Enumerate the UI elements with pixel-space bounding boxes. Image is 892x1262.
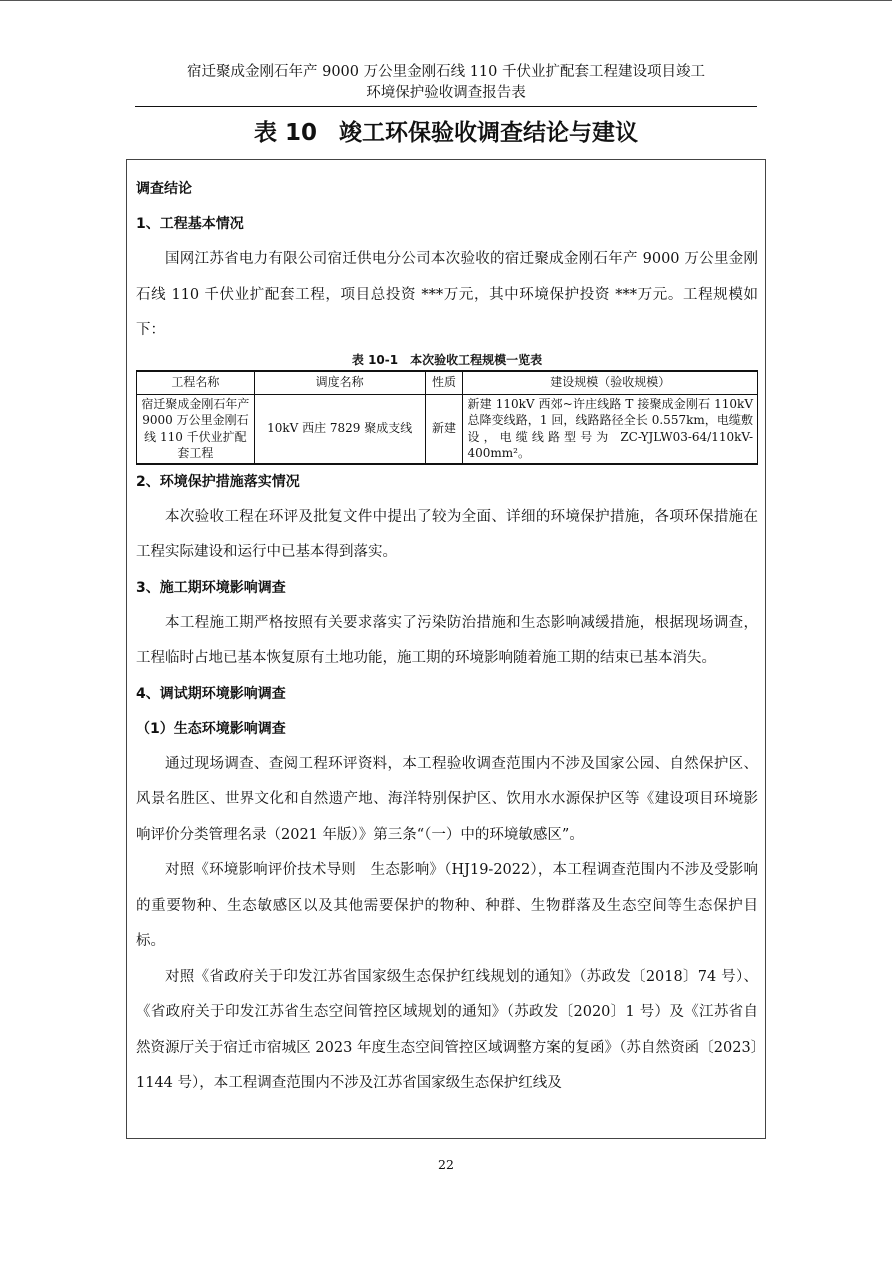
section-4-sub-heading: （1）生态环境影响调查 (136, 720, 286, 737)
section-2-paragraph: 本次验收工程在环评及批复文件中提出了较为全面、详细的环境保护措施，各项环保措施在工程实际建设和运行中已基本得到落实。 (136, 508, 758, 560)
table-cell-scale: 新建 110kV 西郊~许庄线路 T 接聚成金刚石 110kV 总降变线路，1 回，线路路径全长 0.557km，电缆敷设，电缆线路型号为 ZC-YJLW03-64/110kV- 400mm²。 (463, 394, 758, 464)
section-3-heading: 3、施工期环境影响调查 (136, 579, 286, 596)
section-1-heading: 1、工程基本情况 (136, 216, 244, 232)
title-text: 竣工环保验收调查结论与建议 (339, 120, 638, 146)
table-header-cell: 性质 (425, 371, 463, 395)
content-body (136, 172, 758, 1102)
table-cell-project-name: 宿迁聚成金刚石年产 9000 万公里金刚石线 110 千伏业扩配套工程 (137, 394, 255, 464)
page-number: 22 (438, 1157, 454, 1172)
section-4-heading: 4、调试期环境影响调查 (136, 685, 286, 702)
section-1-paragraph: 国网江苏省电力有限公司宿迁供电分公司本次验收的宿迁聚成金刚石年产 9000 万公里金刚石线 110 千伏业扩配套工程，项目总投资 ***万元，其中环境保护投资 ***万元。工程规模如下： (136, 251, 758, 338)
header-line-1: 宿迁聚成金刚石年产 9000 万公里金刚石线 110 千伏业扩配套工程建设项目竣工 (186, 64, 705, 80)
table-caption: 表 10-1 本次验收工程规模一览表 (351, 352, 543, 367)
header-line-2: 环境保护验收调查报告表 (366, 85, 526, 101)
table-header-row (137, 371, 758, 395)
document-header (135, 62, 757, 104)
section-4-paragraph-3: 对照《省政府关于印发江苏省国家级生态保护红线规划的通知》（苏政发〔2018〕74 号）、《省政府关于印发江苏省生态空间管控区域规划的通知》（苏政发〔2020〕1 号）及《江苏省自然资源厅关于宿迁市宿城区 2023 年度生态空间管控区域调整方案的复函》（苏自然资函〔2023〕1144 号），本工程调查范围内不涉及江苏省国家级生态保护红线及 (136, 968, 758, 1091)
section-3-paragraph: 本工程施工期严格按照有关要求落实了污染防治措施和生态影响减缓措施，根据现场调查，工程临时占地已基本恢复原有土地功能，施工期的环境影响随着施工期的结束已基本消失。 (136, 614, 758, 666)
header-rule (135, 106, 757, 107)
section-4-paragraph-1: 通过现场调查、查阅工程环评资料，本工程验收调查范围内不涉及国家公园、自然保护区、风景名胜区、世界文化和自然遗产地、海洋特别保护区、饮用水水源保护区等《建设项目环境影响评价分类管理名录（2021 年版）》第三条“（一）中的环境敏感区”。 (136, 755, 758, 843)
title-number: 表 10 (253, 120, 317, 146)
page-title (0, 116, 892, 150)
table-row (137, 394, 758, 464)
table-header-cell: 工程名称 (137, 371, 255, 395)
section-label: 调查结论 (136, 181, 192, 197)
table-header-cell: 调度名称 (254, 371, 425, 395)
section-2-heading: 2、环境保护措施落实情况 (136, 473, 300, 490)
top-border-line (0, 0, 892, 1)
project-scale-table (136, 370, 758, 465)
table-cell-nature: 新建 (425, 394, 463, 464)
table-header-cell: 建设规模（验收规模） (463, 371, 758, 395)
section-4-paragraph-2: 对照《环境影响评价技术导则 生态影响》（HJ19-2022），本工程调查范围内不涉及受影响的重要物种、生态敏感区以及其他需要保护的物种、种群、生物群落及生态空间等生态保护目标。 (136, 862, 758, 949)
table-cell-dispatch-name: 10kV 西庄 7829 聚成支线 (254, 394, 425, 464)
